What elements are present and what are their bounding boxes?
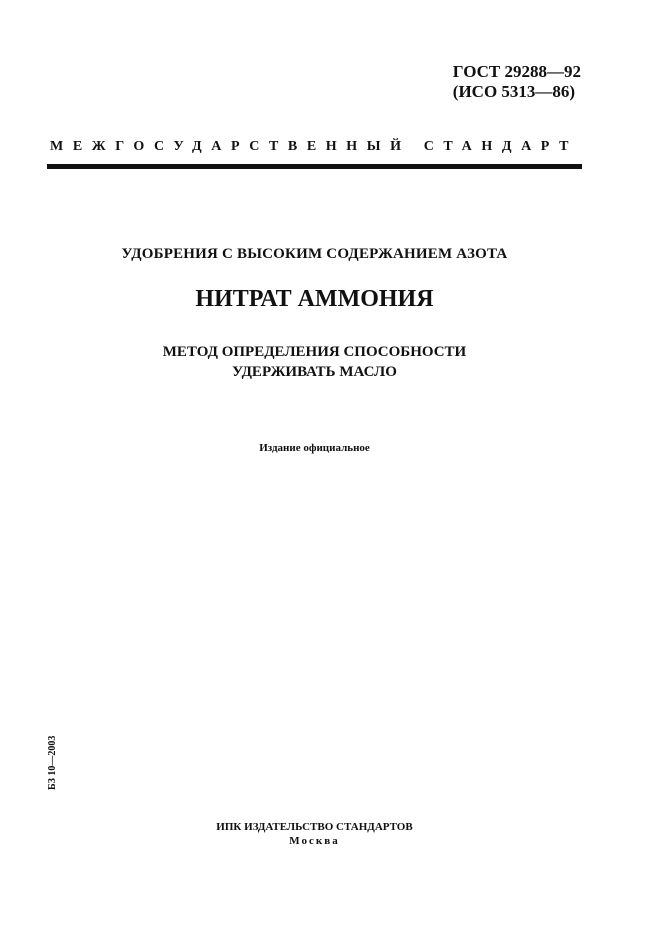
publisher-block xyxy=(47,820,582,848)
method-title xyxy=(47,342,582,382)
edition-label: Издание официальное xyxy=(259,442,370,454)
publisher-city: Москва xyxy=(289,835,340,847)
publisher-name: ИПК ИЗДАТЕЛЬСТВО СТАНДАРТОВ xyxy=(216,821,413,833)
document-subject: УДОБРЕНИЯ С ВЫСОКИМ СОДЕРЖАНИЕМ АЗОТА xyxy=(121,246,508,262)
side-code: БЗ 10—2003 xyxy=(47,735,58,790)
iso-code: (ИСО 5313—86) xyxy=(452,82,576,101)
method-title-line-1: МЕТОД ОПРЕДЕЛЕНИЯ СПОСОБНОСТИ xyxy=(162,344,467,360)
standard-number-block xyxy=(453,62,581,102)
header-divider xyxy=(47,164,582,169)
standard-category: МЕЖГОСУДАРСТВЕННЫЙ СТАНДАРТ xyxy=(50,139,579,154)
standard-code: ГОСТ 29288—92 xyxy=(452,62,581,81)
method-title-line-2: УДЕРЖИВАТЬ МАСЛО xyxy=(232,364,397,380)
document-title: НИТРАТ АММОНИЯ xyxy=(195,286,434,312)
